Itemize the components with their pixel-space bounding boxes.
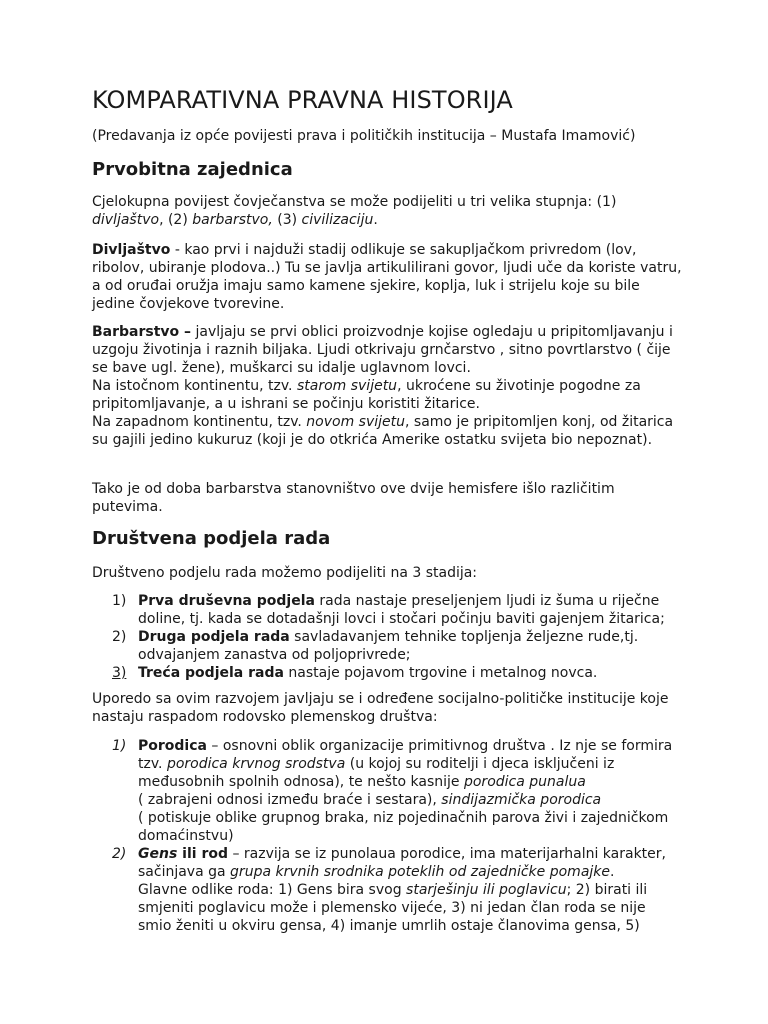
- list-item: [92, 737, 682, 845]
- list-item: [92, 845, 682, 935]
- text-run: starom svijetu: [296, 378, 398, 394]
- text-run: nastaje pojavom trgovine i metalnog novca.: [283, 665, 598, 681]
- text-run: divljaštvo: [92, 212, 160, 228]
- text-run: Prva druševna podjela: [138, 593, 315, 609]
- text-run: ( zabrajeni odnosi između braće i sestara),: [138, 792, 442, 808]
- document-subtitle: (Predavanja iz opće povijesti prava i političkih institucija – Mustafa Imamović): [92, 128, 636, 144]
- text-run: starješinju ili poglavicu: [406, 882, 567, 898]
- paragraph-intro: [92, 193, 682, 229]
- text-run: ; 2) birati ili smjeniti poglavicu može i plemensko vijeće, 3) ni jedan član roda se nije smio ženiti u okviru gensa, 4) imanje umrlih ostaje članovima gensa, 5): [138, 882, 648, 934]
- list-item-text: [138, 629, 638, 663]
- text-run: , (2): [159, 212, 193, 228]
- list-item-number: 2): [112, 846, 127, 862]
- text-run: ili rod: [177, 846, 228, 862]
- text-run: javljaju se prvi oblici proizvodnje kojise ogledaju u pripitomljavanju i uzgoju životinja i raznih biljaka. Ljudi otkrivaju grnčarstvo , sitno povrtlarstvo ( čije se bave ugl. žene), muškarci su idalje uglavnom lovci.: [92, 324, 673, 376]
- list-item-number: 1): [112, 738, 127, 754]
- text-run: savladavanjem tehnike topljenja željezne rude,tj. odvajanjem zanastva od poljoprivrede;: [138, 629, 639, 663]
- text-run: – osnovni oblik organizacije primitivnog društva . Iz nje se formira tzv.: [138, 738, 673, 772]
- text-run: sindijazmička porodica: [441, 792, 602, 808]
- document-title: KOMPARATIVNA PRAVNA HISTORIJA: [92, 86, 513, 114]
- list-item-number: 2): [112, 629, 127, 645]
- paragraph-divljastvo: [92, 241, 682, 313]
- list-item-number: 1): [112, 593, 127, 609]
- text-run: (u kojoj su roditelji i djeca isključeni iz međusobnih spolnih odnosa), te nešto kasnije: [138, 756, 615, 790]
- text-run: novom svijetu: [306, 414, 406, 430]
- paragraph-stadiji-intro: [92, 564, 682, 582]
- text-run: .: [610, 864, 615, 880]
- text-run: Glavne odlike roda: 1) Gens bira svog: [138, 882, 407, 898]
- text-run: Cjelokupna povijest čovječanstva se može podijeliti u tri velika stupnja: (1): [92, 194, 617, 210]
- list-item-text: [138, 665, 597, 681]
- text-run: – razvija se iz punolaua porodice, ima materijarhalni karakter, sačinjava ga: [138, 846, 666, 880]
- text-run: Druga podjela rada: [138, 629, 290, 645]
- text-run: barbarstvo,: [192, 212, 273, 228]
- text-run: Divljaštvo: [92, 242, 171, 258]
- text-run: rada nastaje preseljenjem ljudi iz šuma u riječne doline, tj. kada se dotadašnji lovci i stočari počinju baviti gajenjem žitarica;: [138, 593, 665, 627]
- text-run: Na istočnom kontinentu, tzv.: [92, 378, 297, 394]
- text-run: - kao prvi i najduži stadij odlikuje se sakupljačkom privredom (lov, ribolov, ubiranje plodova..) Tu se javlja artikulilirani govor, ljudi uče da koriste vatru, a od oruđai oružja imaju samo kamene sjekire, koplja, luk i strijelu koje su bile jedine čovjekove tvorevine.: [92, 242, 682, 312]
- list-item-text: [138, 846, 666, 934]
- text-run: .: [373, 212, 378, 228]
- text-run: Barbarstvo –: [92, 324, 192, 340]
- section-heading-drustvena: Društvena podjela rada: [92, 528, 331, 549]
- text-run: grupa krvnih srodnika poteklih od zajedničke pomajke: [230, 864, 611, 880]
- text-run: Uporedo sa ovim razvojem javljaju se i određene socijalno-političke institucije koje nastaju raspadom rodovsko plemenskog društva:: [92, 691, 669, 725]
- text-run: porodica punalua: [463, 774, 586, 790]
- list-item-number: 3): [112, 665, 127, 681]
- paragraph-conclusion: [92, 480, 682, 516]
- text-run: Tako je od doba barbarstva stanovništvo ove dvije hemisfere išlo različitim putevima.: [92, 481, 615, 515]
- text-run: , ukroćene su životinje pogodne za pripitomljavanje, a u ishrani se počinju koristiti žitarice.: [92, 378, 641, 412]
- list-item-text: [138, 738, 672, 844]
- text-run: civilizaciju: [301, 212, 374, 228]
- list-item: [92, 628, 682, 664]
- text-run: Društveno podjelu rada možemo podijeliti na 3 stadija:: [92, 565, 478, 581]
- division-of-labour-list: [92, 592, 682, 682]
- list-item-text: [138, 593, 665, 627]
- text-run: Treća podjela rada: [138, 665, 284, 681]
- paragraph-barbarstvo: [92, 323, 682, 449]
- paragraph-institutions-intro: [92, 690, 682, 726]
- list-item: [92, 592, 682, 628]
- text-run: Porodica: [138, 738, 207, 754]
- section-heading-prvobitna: Prvobitna zajednica: [92, 159, 293, 180]
- text-run: porodica krvnog srodstva: [166, 756, 346, 772]
- text-run: Na zapadnom kontinentu, tzv.: [92, 414, 307, 430]
- institutions-list: [92, 737, 682, 935]
- text-run: Gens: [138, 846, 178, 862]
- list-item: [92, 664, 682, 682]
- text-run: , samo je pripitomljen konj, od žitarica su gajili jedino kukuruz (koji je do otkrića Amerike ostatku svijeta bio nepoznat).: [92, 414, 674, 448]
- text-run: (3): [272, 212, 302, 228]
- text-run: ( potiskuje oblike grupnog braka, niz pojedinačnih parova živi i zajedničkom domaćinstvu): [138, 810, 669, 844]
